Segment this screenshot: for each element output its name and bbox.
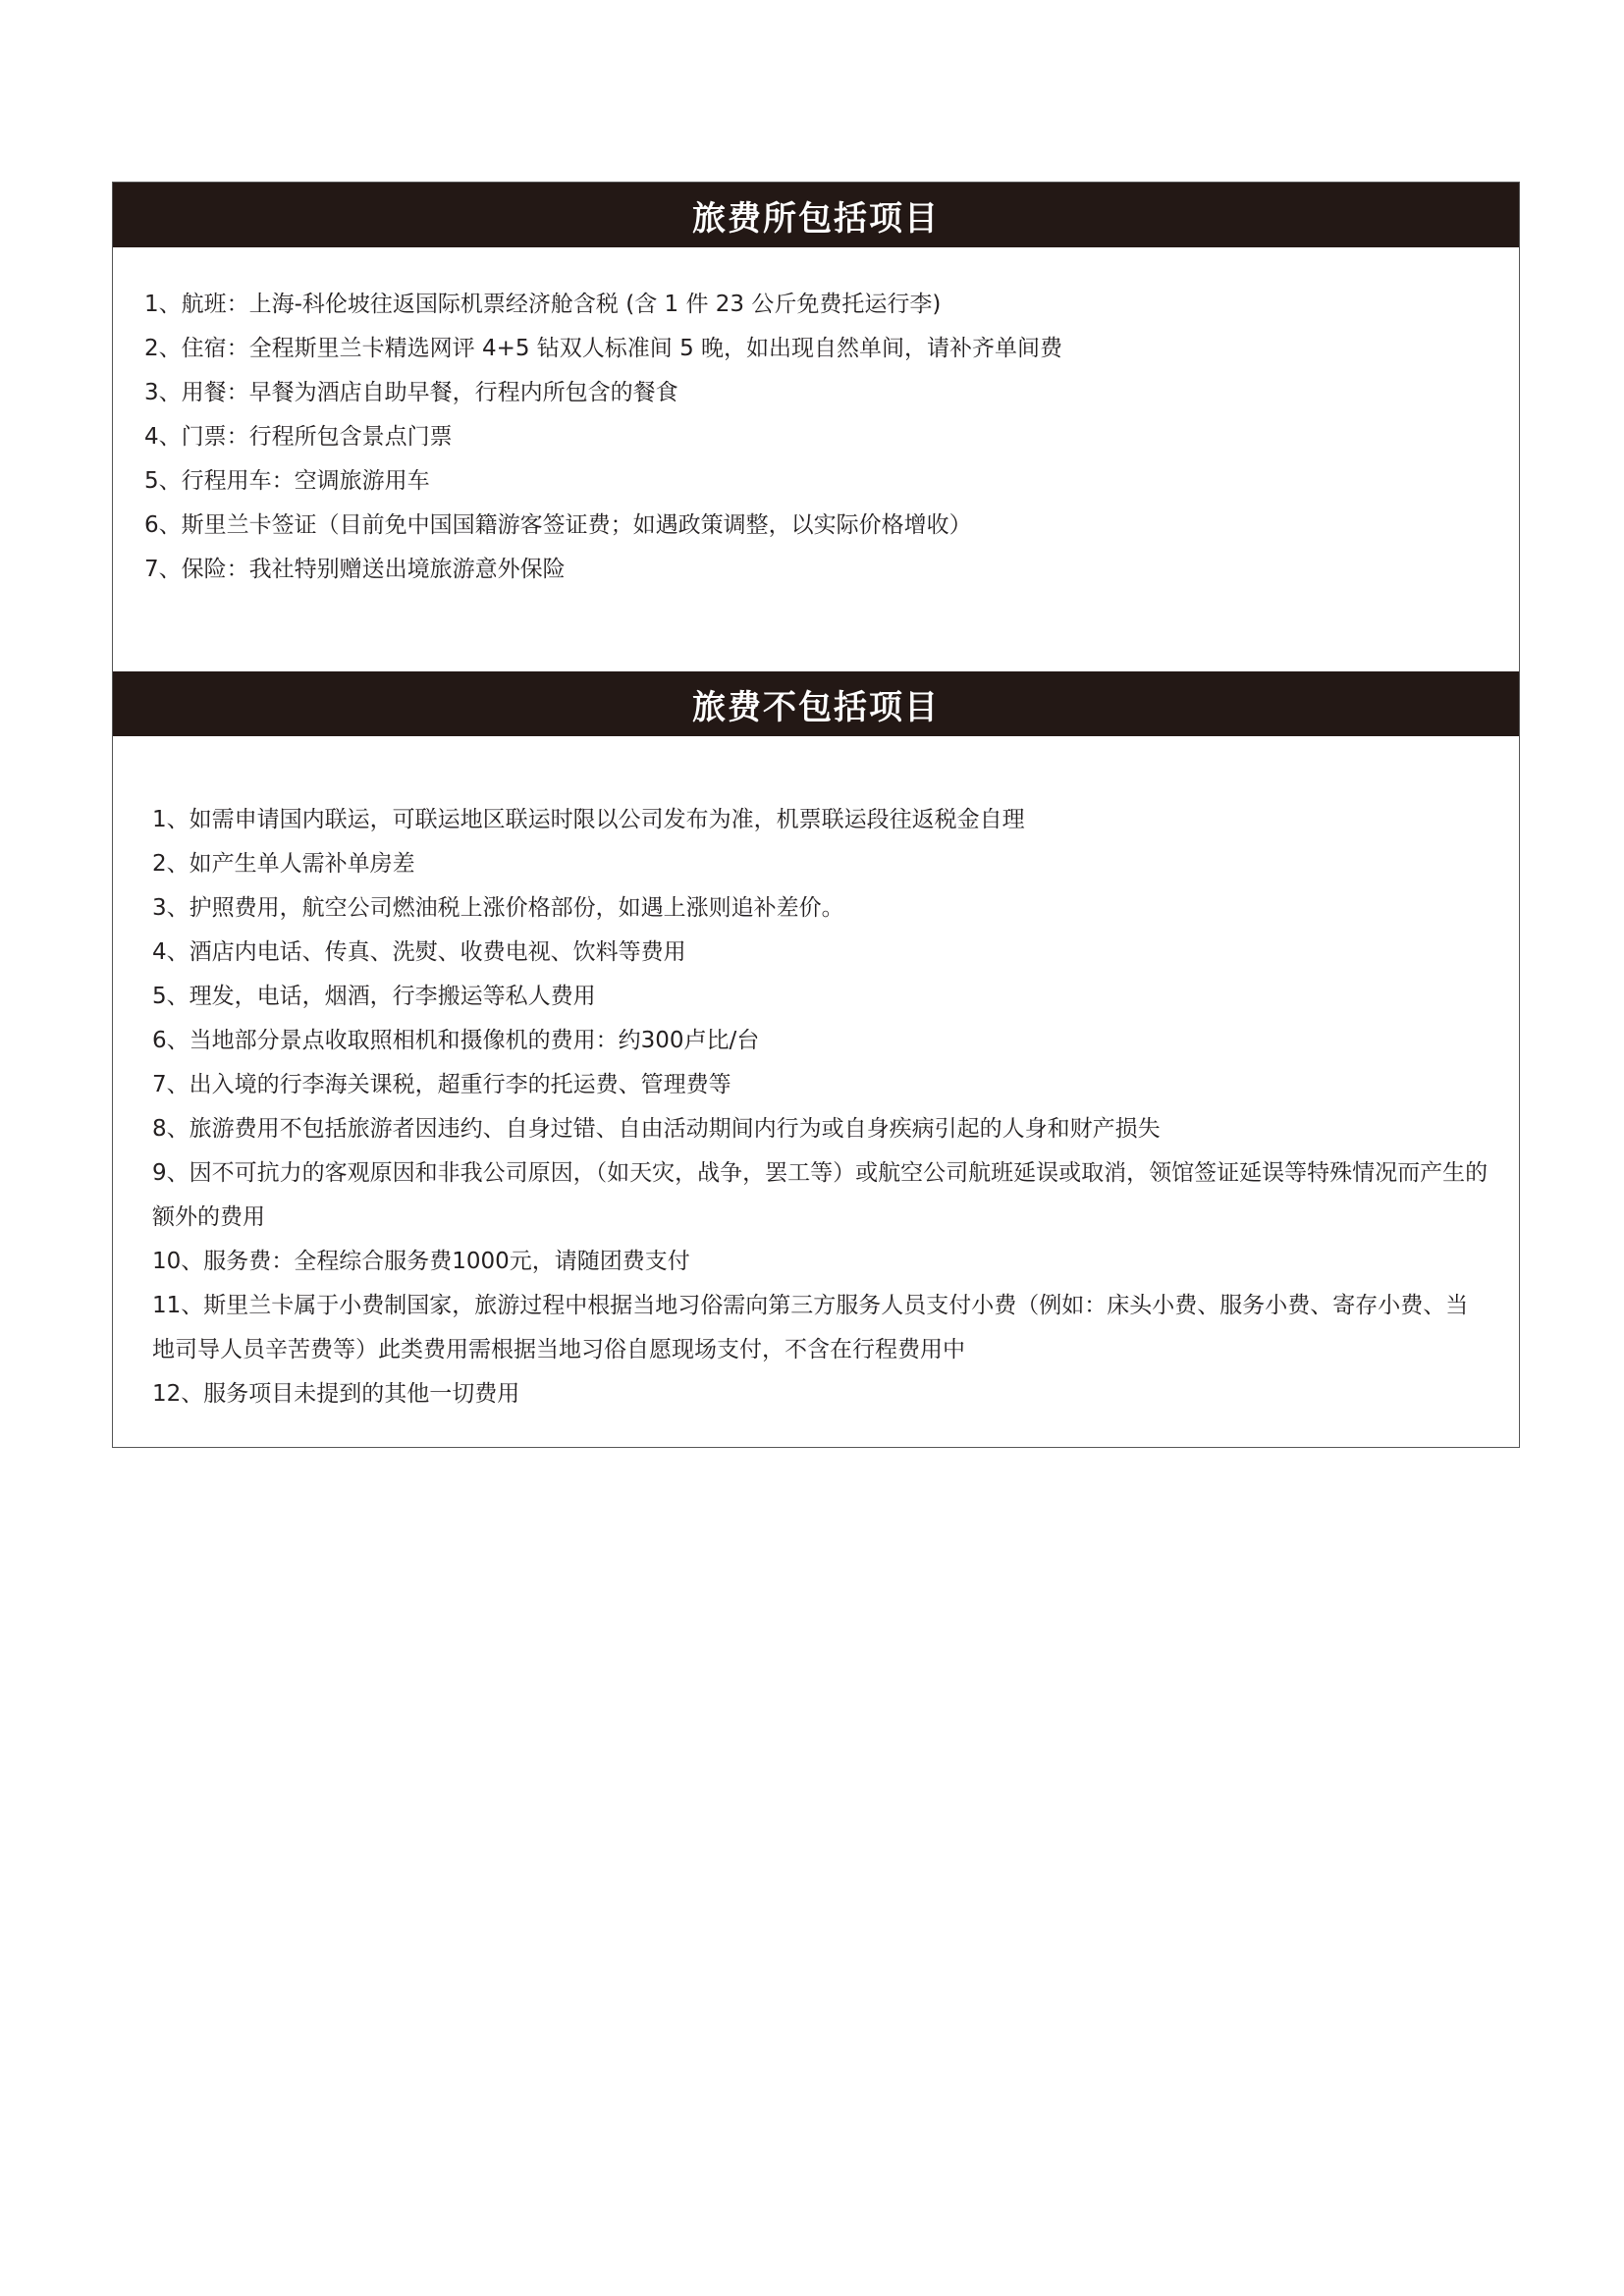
excluded-item: 2、如产生单人需补单房差: [152, 851, 415, 877]
excluded-item: 3、护照费用，航空公司燃油税上涨价格部份，如遇上涨则追补差价。: [152, 895, 844, 921]
included-item: 2、住宿：全程斯里兰卡精选网评 4+5 钻双人标准间 5 晚，如出现自然单间，请补齐单间费: [144, 336, 1063, 361]
fee-info-box: [112, 182, 1520, 1448]
included-item: 6、斯里兰卡签证（目前免中国国籍游客签证费；如遇政策调整，以实际价格增收）: [144, 512, 972, 538]
included-header: [113, 183, 1519, 247]
excluded-title: 旅费不包括项目: [692, 687, 940, 727]
included-item: 1、航班：上海-科伦坡往返国际机票经济舱含税 (含 1 件 23 公斤免费托运行李): [144, 292, 942, 317]
excluded-item: 6、当地部分景点收取照相机和摄像机的费用：约300卢比/台: [152, 1028, 760, 1053]
included-item: 7、保险：我社特别赠送出境旅游意外保险: [144, 557, 566, 582]
excluded-item: 12、服务项目未提到的其他一切费用: [152, 1381, 520, 1407]
excluded-item: 11、斯里兰卡属于小费制国家，旅游过程中根据当地习俗需向第三方服务人员支付小费（例如：床头小费、服务小费、寄存小费、当地司导人员辛苦费等）此类费用需根据当地习俗自愿现场支付，不含在行程费用中: [152, 1293, 1469, 1362]
included-title: 旅费所包括项目: [692, 198, 940, 239]
excluded-item: 9、因不可抗力的客观原因和非我公司原因，（如天灾，战争，罢工等）或航空公司航班延误或取消，领馆签证延误等特殊情况而产生的额外的费用: [152, 1160, 1489, 1230]
excluded-item: 8、旅游费用不包括旅游者因违约、自身过错、自由活动期间内行为或自身疾病引起的人身和财产损失: [152, 1116, 1161, 1142]
excluded-header: [113, 671, 1519, 736]
included-item: 5、行程用车：空调旅游用车: [144, 468, 430, 494]
excluded-item: 1、如需申请国内联运，可联运地区联运时限以公司发布为准，机票联运段往返税金自理: [152, 807, 1025, 832]
excluded-item: 7、出入境的行李海关课税，超重行李的托运费、管理费等: [152, 1072, 731, 1097]
included-item: 3、用餐：早餐为酒店自助早餐，行程内所包含的餐食: [144, 380, 678, 405]
excluded-item: 4、酒店内电话、传真、洗熨、收费电视、饮料等费用: [152, 939, 686, 965]
excluded-item: 10、服务费：全程综合服务费1000元，请随团费支付: [152, 1249, 690, 1274]
included-list: [144, 283, 1488, 592]
excluded-item: 5、理发，电话，烟酒，行李搬运等私人费用: [152, 984, 596, 1009]
included-item: 4、门票：行程所包含景点门票: [144, 424, 453, 450]
excluded-list: [152, 798, 1489, 1416]
